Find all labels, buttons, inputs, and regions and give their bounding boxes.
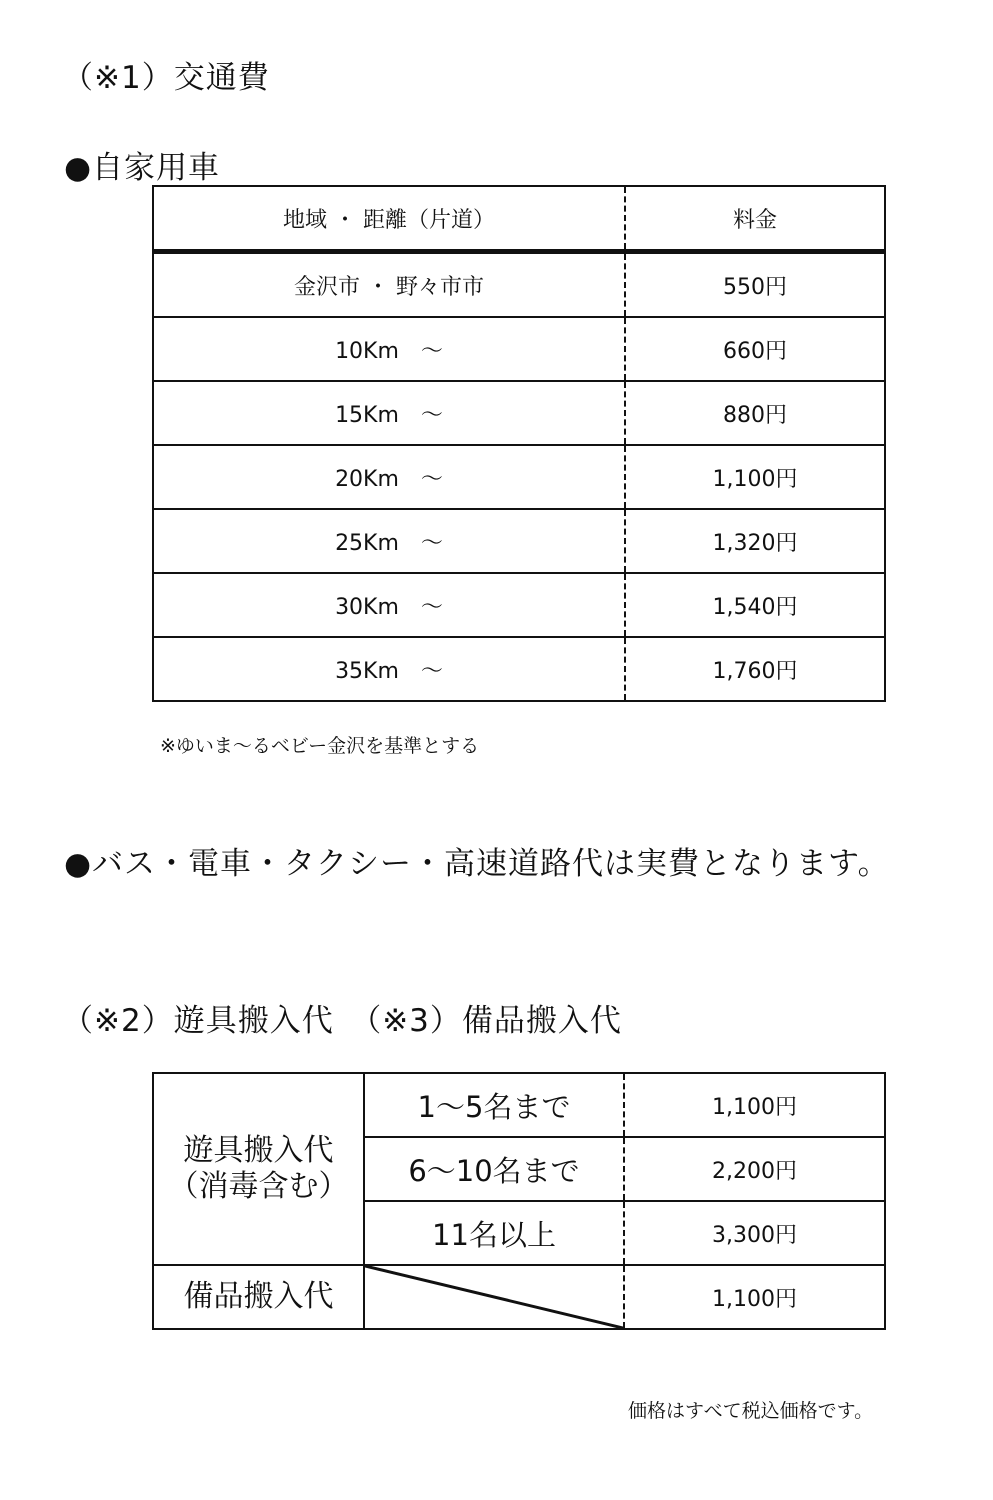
fare-area-cell: 25Km ～: [153, 509, 625, 573]
fare-table: [152, 185, 886, 702]
fare-price-cell: 880円: [625, 381, 885, 445]
table-row: [153, 1073, 885, 1137]
delivery-fee-table: [152, 1072, 886, 1330]
delivery-price-cell: 1,100円: [624, 1073, 885, 1137]
fare-area-cell: 15Km ～: [153, 381, 625, 445]
table-row: [153, 445, 885, 509]
fare-note: ※ゆいま～るベビー金沢を基準とする: [160, 735, 480, 757]
fare-header-price: 料金: [625, 186, 885, 252]
delivery-price-cell: 2,200円: [624, 1137, 885, 1201]
fare-area-cell: 10Km ～: [153, 317, 625, 381]
table-row: [153, 381, 885, 445]
fare-price-cell: 660円: [625, 317, 885, 381]
transport-section-title: （※1）交通費: [62, 60, 270, 96]
table-row: [153, 573, 885, 637]
table-row: [153, 637, 885, 701]
fare-price-cell: 1,760円: [625, 637, 885, 701]
toy-delivery-label-line1: 遊具搬入代: [183, 1133, 334, 1168]
fare-area-cell: 20Km ～: [153, 445, 625, 509]
fare-price-cell: 1,540円: [625, 573, 885, 637]
not-applicable-cell: [364, 1265, 624, 1329]
tax-included-note: 価格はすべて税込価格です。: [628, 1400, 874, 1422]
fare-price-cell: 1,100円: [625, 445, 885, 509]
fare-header-area: 地域 ・ 距離（片道）: [153, 186, 625, 252]
fare-price-cell: 550円: [625, 252, 885, 318]
group-size-cell: 6～10名まで: [364, 1137, 624, 1201]
diagonal-strike-line: [365, 1266, 623, 1328]
delivery-price-cell: 1,100円: [624, 1265, 885, 1329]
table-row: [153, 252, 885, 318]
fare-table-header: [153, 186, 885, 252]
equipment-delivery-label: 備品搬入代: [153, 1265, 364, 1329]
group-size-cell: 1～5名まで: [364, 1073, 624, 1137]
table-row: [153, 317, 885, 381]
fare-area-cell: 30Km ～: [153, 573, 625, 637]
fare-area-cell: 金沢市 ・ 野々市市: [153, 252, 625, 318]
toy-delivery-label: [153, 1073, 364, 1265]
delivery-price-cell: 3,300円: [624, 1201, 885, 1265]
table-row: [153, 1265, 885, 1329]
table-row: [153, 509, 885, 573]
private-car-heading: ●自家用車: [64, 150, 221, 186]
other-transport-note: ●バス・電車・タクシー・高速道路代は実費となります。: [64, 846, 890, 882]
toy-delivery-label-line2: （消毒含む）: [168, 1169, 349, 1204]
delivery-section-title: （※2）遊具搬入代 （※3）備品搬入代: [62, 1003, 622, 1039]
fare-area-cell: 35Km ～: [153, 637, 625, 701]
group-size-cell: 11名以上: [364, 1201, 624, 1265]
fare-price-cell: 1,320円: [625, 509, 885, 573]
